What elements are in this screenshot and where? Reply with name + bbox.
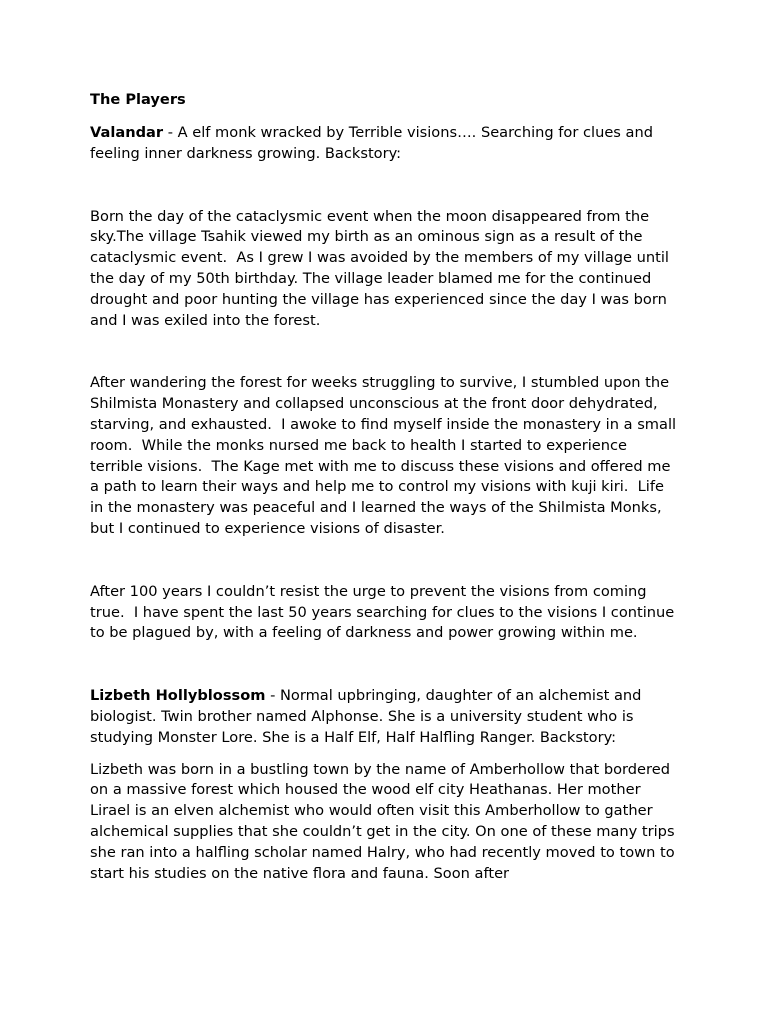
valandar-intro-text: - A elf monk wracked by Terrible visions…. Searching for clues and feeling inner darkness growing. Backstory:	[90, 124, 658, 162]
spacer	[90, 165, 680, 207]
lizbeth-name: Lizbeth Hollyblossom	[90, 687, 266, 705]
spacer	[90, 749, 680, 760]
lizbeth-intro	[90, 686, 680, 748]
valandar-paragraph-3: After 100 years I couldn’t resist the urge to prevent the visions from coming true. I have spent the last 50 years searching for clues to the visions I continue to be plagued by, with a feeling of darkness and power growing within me.	[90, 582, 679, 642]
valandar-name: Valandar	[90, 124, 164, 141]
spacer	[90, 112, 680, 123]
document-page	[90, 90, 680, 884]
lizbeth-paragraph-1: Lizbeth was born in a bustling town by the name of Amberhollow that bordered on a massive forest which housed the wood elf city Heathanas. Her mother Lirael is an elven alchemist who would often visit this Amberhollow to gather alchemical supplies that she couldn’t get in the city. On one of these many trips she ran into a halfling scholar named Halry, who had recently moved to town to start his studies on the native flora and fauna. Soon after	[90, 760, 680, 882]
valandar-paragraph-2: After wandering the forest for weeks struggling to survive, I stumbled upon the Shilmista Monastery and collapsed unconscious at the front door dehydrated, starving, and exhausted. I awoke to find myself inside the monastery in a small room. While the monks nursed me back to health I started to experience terrible visions. The Kage met with me to discuss these visions and offered me a path to learn their ways and help me to control my visions with kuji kiri. Life in the monastery was peaceful and I learned the ways of the Shilmista Monks, but I continued to experience visions of disaster.	[90, 374, 681, 537]
spacer	[90, 540, 680, 582]
document-title: The Players	[90, 91, 186, 108]
valandar-intro	[90, 123, 680, 165]
lizbeth-intro-text: - Normal upbringing, daughter of an alchemist and biologist. Twin brother named Alphonse. She is a university student who is studying Monster Lore. She is a Half Elf, Half Halfling Ranger. Backstory:	[90, 687, 647, 746]
valandar-paragraph-1: Born the day of the cataclysmic event when the moon disappeared from the sky.The village Tsahik viewed my birth as an ominous sign as a result of the cataclysmic event. As I grew I was avoided by the members of my village until the day of my 50th birthday. The village leader blamed me for the continued drought and poor hunting the village has experienced since the day I was born and I was exiled into the forest.	[90, 207, 674, 329]
spacer	[90, 644, 680, 686]
spacer	[90, 331, 680, 373]
